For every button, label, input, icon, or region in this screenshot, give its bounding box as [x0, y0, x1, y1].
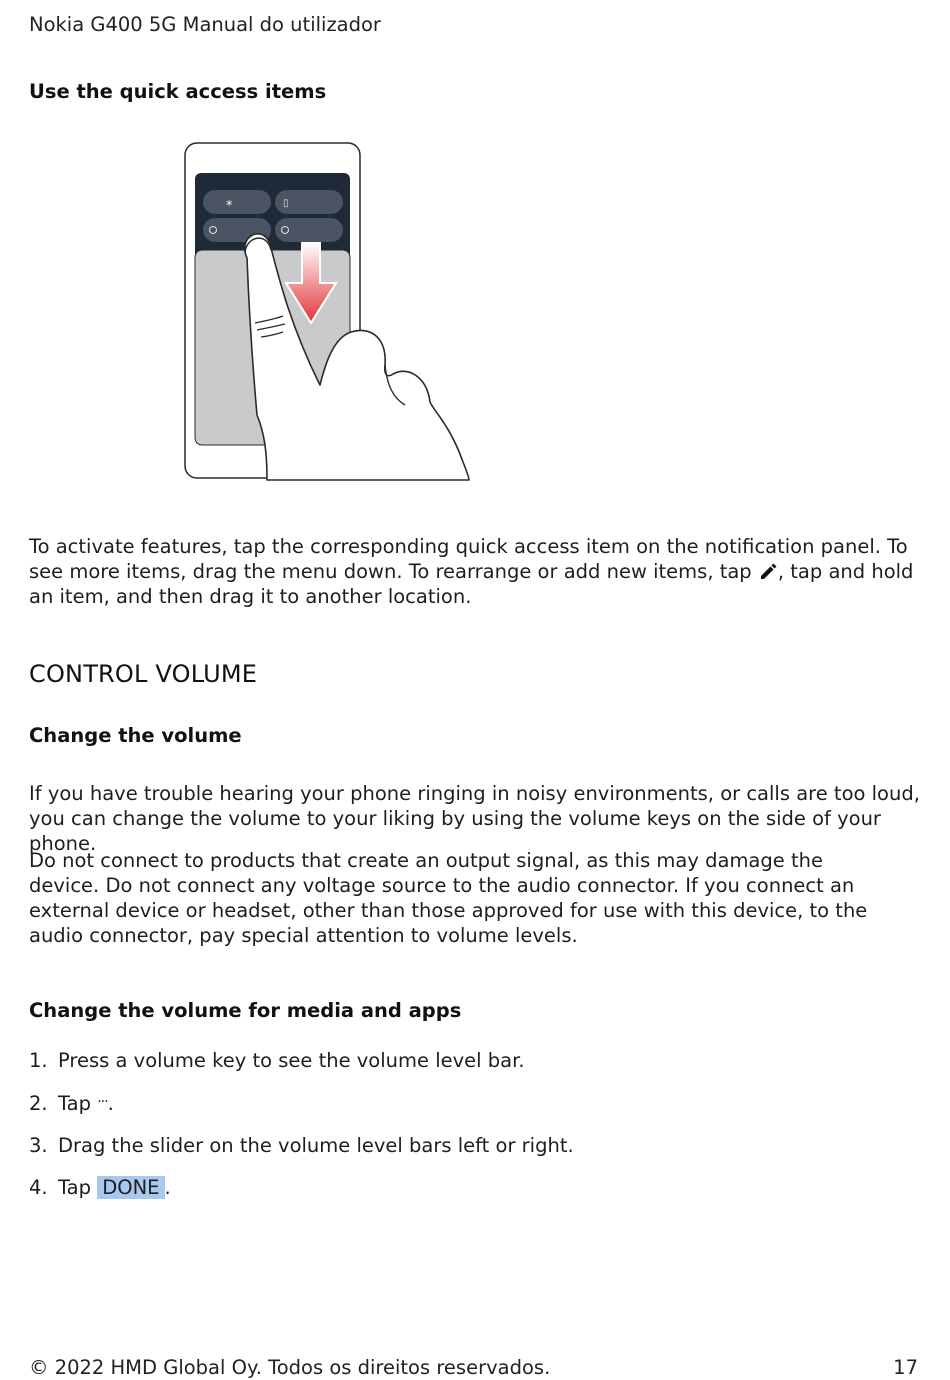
swipe-down-illustration — [175, 140, 475, 485]
step-text: Tap — [58, 1092, 98, 1115]
step-number: 2. — [29, 1092, 48, 1115]
step-text-end: . — [107, 1092, 114, 1115]
quick-access-paragraph — [29, 534, 924, 609]
quick-access-text-part2: , tap and hold an item, and then drag it to another location. — [29, 560, 914, 608]
quick-access-text-part1: To activate features, tap the corresponding quick access item on the notification panel. To see more items, drag the menu down. To rearrange or add new items, tap — [29, 535, 908, 583]
step-4 — [29, 1175, 171, 1200]
step-1 — [29, 1048, 525, 1073]
heading-control-volume: CONTROL VOLUME — [29, 660, 258, 688]
more-options-icon: ··· — [97, 1094, 108, 1110]
pencil-icon — [758, 561, 778, 581]
page-number: 17 — [893, 1356, 918, 1379]
footer-copyright: © 2022 HMD Global Oy. Todos os direitos reservados. — [29, 1356, 551, 1379]
step-number: 3. — [29, 1134, 48, 1157]
flashlight-icon: ▯ — [283, 198, 289, 209]
step-text-end: . — [164, 1176, 171, 1199]
step-text: Tap — [58, 1176, 98, 1199]
step-number: 1. — [29, 1049, 48, 1072]
step-2 — [29, 1090, 114, 1116]
step-text: Drag the slider on the volume level bars left or right. — [58, 1134, 574, 1157]
quick-tile-rotate — [275, 218, 343, 242]
step-number: 4. — [29, 1176, 48, 1199]
step-3 — [29, 1133, 574, 1158]
volume-paragraph-1: If you have trouble hearing your phone ringing in noisy environments, or calls are too loud, you can change the volume to your liking by using the volume keys on the side of your phone. — [29, 782, 920, 855]
step-text: Press a volume key to see the volume level bar. — [58, 1049, 525, 1072]
volume-paragraph-2: Do not connect to products that create an output signal, as this may damage the device. Do not connect any voltage source to the audio connector. If you connect an external device or headset, other than those approved for use with this device, to the audio connector, pay special attention to volume levels. — [29, 849, 868, 947]
heading-change-volume: Change the volume — [29, 724, 242, 747]
quick-tile-bluetooth — [203, 190, 271, 214]
done-button-label: DONE — [97, 1176, 164, 1199]
bluetooth-icon: ∗ — [225, 198, 234, 209]
heading-media-volume: Change the volume for media and apps — [29, 999, 462, 1022]
heading-quick-access: Use the quick access items — [29, 80, 327, 103]
page-header-title: Nokia G400 5G Manual do utilizador — [29, 13, 381, 36]
